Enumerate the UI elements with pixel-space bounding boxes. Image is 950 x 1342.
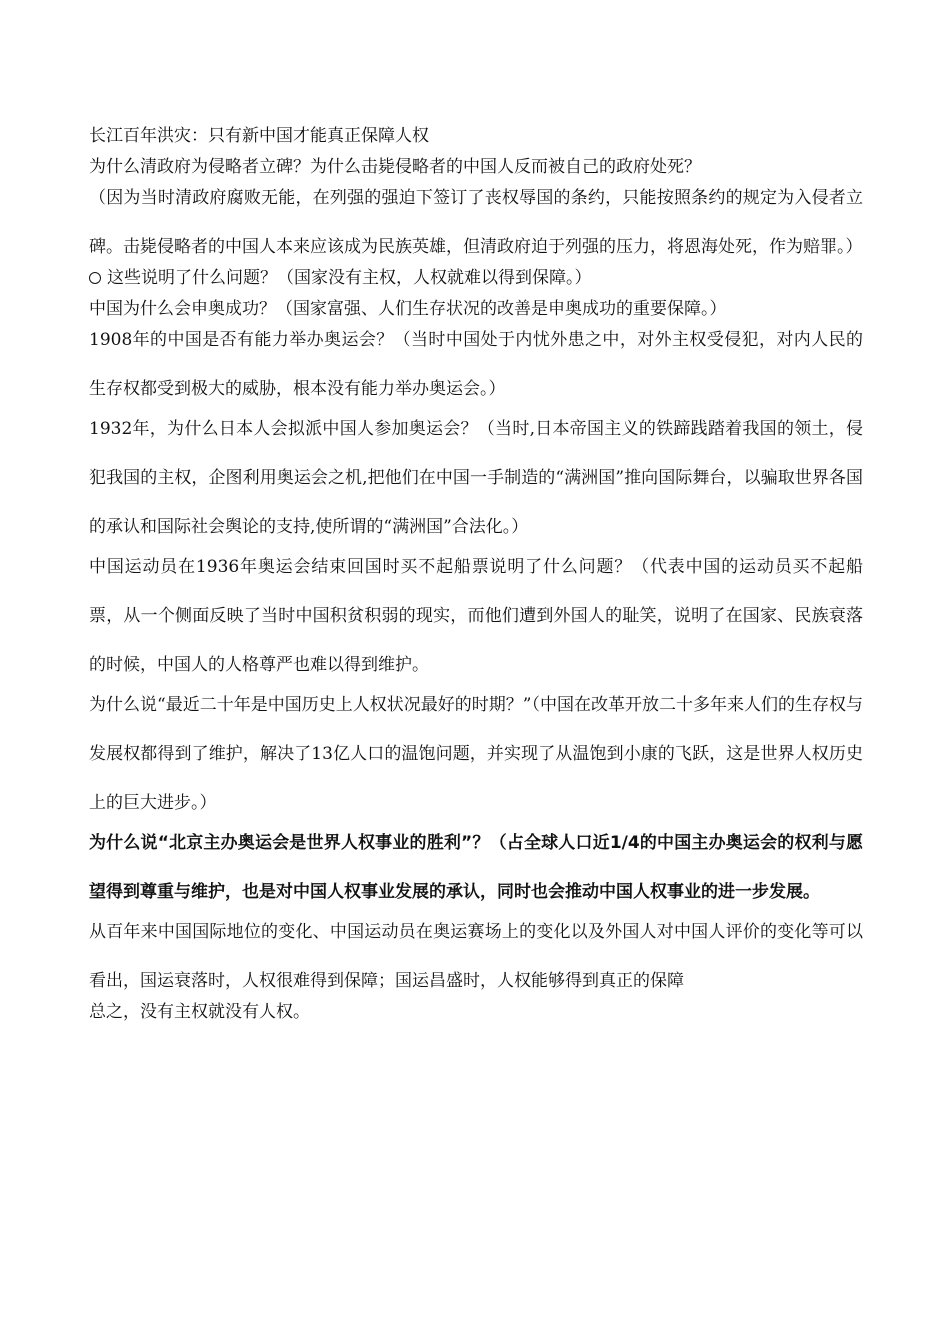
- question-1932: 1932年，为什么日本人会拟派中国人参加奥运会？（当时,日本帝国主义的铁蹄践踏着我国的领土，侵犯我国的主权，企图利用奥运会之机,把他们在中国一手制造的“满洲国”推向国际舞台，以骗取世界各国的承认和国际社会舆论的支持,使所谓的“满洲国”合法化。）: [89, 419, 863, 537]
- conclusion-line: 总之，没有主权就没有人权。: [89, 1002, 310, 1022]
- question-olympic-bid: 中国为什么会申奥成功？（国家富强、人们生存状况的改善是申奥成功的重要保障。）: [89, 299, 727, 319]
- question-recent-twenty-years: 为什么说“最近二十年是中国历史上人权状况最好的时期？”（中国在改革开放二十多年来人们的生存权与发展权都得到了维护，解决了13亿人口的温饱问题，并实现了从温饱到小康的飞跃，这是世界人权历史上的巨大进步。）: [89, 695, 863, 813]
- question-qing-monument: 为什么清政府为侵略者立碑？为什么击毙侵略者的中国人反而被自己的政府处死？: [89, 157, 701, 177]
- question-1908: 1908年的中国是否有能力举办奥运会？（当时中国处于内忧外患之中，对外主权受侵犯，对内人民的生存权都受到极大的威胁，根本没有能力举办奥运会。）: [89, 330, 863, 399]
- document-body: [89, 121, 863, 1028]
- question-1936: 中国运动员在1936年奥运会结束回国时买不起船票说明了什么问题？（代表中国的运动员买不起船票，从一个侧面反映了当时中国积贫积弱的现实，而他们遭到外国人的耻笑，说明了在国家、民族衰落的时候，中国人的人格尊严也难以得到维护。: [89, 557, 863, 675]
- document-title: 长江百年洪灾：只有新中国才能真正保障人权: [89, 126, 429, 146]
- summary-paragraph: 从百年来中国国际地位的变化、中国运动员在奥运赛场上的变化以及外国人对中国人评价的变化等可以看出，国运衰落时，人权很难得到保障；国运昌盛时，人权能够得到真正的保障: [89, 922, 863, 991]
- circle-bullet-icon: [89, 272, 101, 284]
- answer-qing-monument: （因为当时清政府腐败无能，在列强的强迫下签订了丧权辱国的条约，只能按照条约的规定为入侵者立碑。击毙侵略者的中国人本来应该成为民族英雄，但清政府迫于列强的压力，将恩海处死，作为赔罪。）: [89, 188, 863, 257]
- question-sovereignty-text: 这些说明了什么问题？（国家没有主权，人权就难以得到保障。）: [107, 268, 592, 288]
- question-beijing-olympics: 为什么说“北京主办奥运会是世界人权事业的胜利”？（占全球人口近1/4的中国主办奥运会的权利与愿望得到尊重与维护，也是对中国人权事业发展的承认，同时也会推动中国人权事业的进一步发展。: [89, 833, 863, 902]
